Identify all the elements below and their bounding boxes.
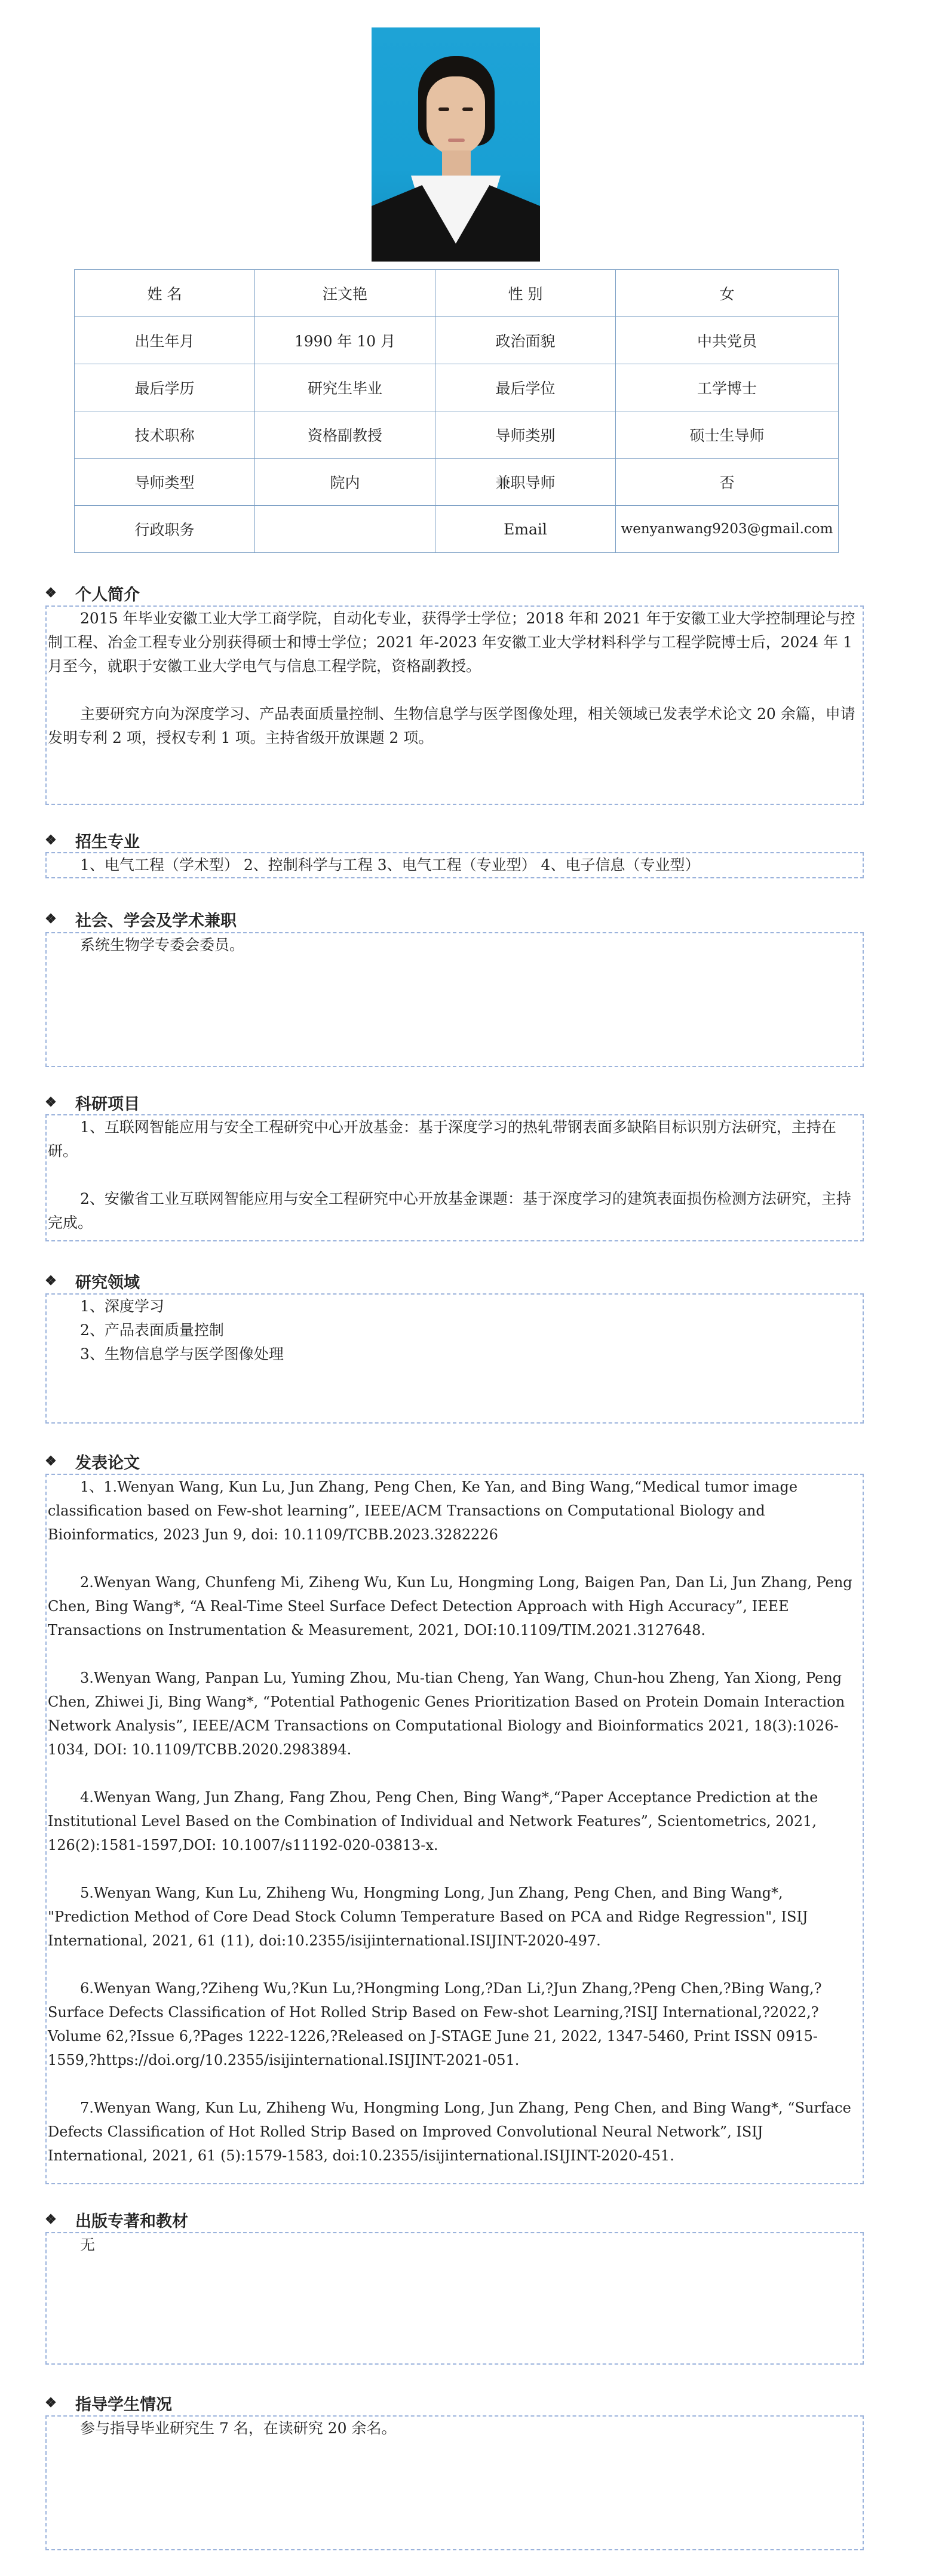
profile-label: 出生年月 xyxy=(75,317,255,364)
profile-label: 兼职导师 xyxy=(435,459,616,506)
profile-value: 女 xyxy=(616,270,839,317)
profile-value: 1990 年 10 月 xyxy=(255,317,435,364)
profile-label: 导师类别 xyxy=(435,411,616,459)
project-item: 1、互联网智能应用与安全工程研究中心开放基金：基于深度学习的热轧带钢表面多缺陷目标识别方法研究，主持在研。 xyxy=(48,1118,836,1160)
section-title: 指导学生情况 xyxy=(75,2395,172,2414)
paper-item: 1、1.Wenyan Wang, Kun Lu, Jun Zhang, Peng Chen, Ke Yan, and Bing Wang,“Medical tumor image classification based on Few-shot learning”, IEEE/ACM Transactions on Computational Biology and Bioinformatics, 2023 Jun 9, doi: 10.1109/TCBB.2023.3282226 xyxy=(48,1478,798,1543)
profile-label: 导师类型 xyxy=(75,459,255,506)
section-heading-books xyxy=(43,2209,188,2230)
profile-value: 硕士生导师 xyxy=(616,411,839,459)
section-heading-fields xyxy=(43,1271,140,1291)
profile-label: 性 别 xyxy=(435,270,616,317)
majors-text: 1、电气工程（学术型） 2、控制科学与工程 3、电气工程（专业型） 4、电子信息（专业型） xyxy=(80,856,700,874)
email-value[interactable]: wenyanwang9203@gmail.com xyxy=(616,506,839,553)
profile-value xyxy=(255,506,435,553)
section-heading-papers xyxy=(43,1451,140,1471)
diamond-bullet-icon: ❖ xyxy=(45,1273,57,1289)
field-item: 2、产品表面质量控制 xyxy=(80,1321,224,1339)
section-title: 研究领域 xyxy=(75,1273,140,1292)
profile-row xyxy=(75,317,839,364)
section-heading-projects xyxy=(43,1092,140,1112)
paper-item: 4.Wenyan Wang, Jun Zhang, Fang Zhou, Peng Chen, Bing Wang*,“Paper Acceptance Prediction at the Institutional Level Based on the Combination of Individual and Network Features”, Scientometrics, 2021, 126(2):1581‐1597,DOI: 10.1007/s11192-020-03813-x. xyxy=(48,1789,818,1853)
section-title: 个人简介 xyxy=(75,585,140,604)
section-intro xyxy=(45,605,864,805)
profile-row xyxy=(75,506,839,553)
profile-value: 工学博士 xyxy=(616,364,839,411)
profile-value: 研究生毕业 xyxy=(255,364,435,411)
section-projects xyxy=(45,1114,864,1241)
profile-label: 最后学历 xyxy=(75,364,255,411)
section-title: 招生专业 xyxy=(75,832,140,852)
profile-table xyxy=(74,269,839,553)
diamond-bullet-icon: ❖ xyxy=(45,2395,57,2411)
profile-value: 资格副教授 xyxy=(255,411,435,459)
profile-label: 技术职称 xyxy=(75,411,255,459)
section-heading-majors xyxy=(43,830,140,850)
profile-photo xyxy=(372,27,540,262)
paper-item: 6.Wenyan Wang,?Ziheng Wu,?Kun Lu,?Hongming Long,?Dan Li,?Jun Zhang,?Peng Chen,?Bing Wang,?Surface Defects Classification of Hot Rolled Strip Based on Few-shot Learning,?ISIJ International,?2022,?Volume 62,?Issue 6,?Pages 1222-1226,?Released on J-STAGE June 21, 2022, 1347-5460, Print ISSN 0915-1559,?https://doi.org/10.2355/isijinternational.ISIJINT-2021-051. xyxy=(48,1980,822,2068)
paper-item: 7.Wenyan Wang, Kun Lu, Zhiheng Wu, Hongming Long, Jun Zhang, Peng Chen, and Bing Wang*, “Surface Defects Classification of Hot Rolled Strip Based on Improved Convolutional Neural Network”, ISIJ International, 2021, 61 (5):1579‐1583, doi:10.2355/isijinternational.ISIJINT-2020-451. xyxy=(48,2099,851,2164)
profile-label: 行政职务 xyxy=(75,506,255,553)
section-title: 出版专著和教材 xyxy=(75,2212,188,2231)
profile-row xyxy=(75,364,839,411)
profile-value: 否 xyxy=(616,459,839,506)
diamond-bullet-icon: ❖ xyxy=(45,585,57,601)
profile-value: 院内 xyxy=(255,459,435,506)
profile-value: 中共党员 xyxy=(616,317,839,364)
profile-label: Email xyxy=(435,506,616,553)
profile-label: 姓 名 xyxy=(75,270,255,317)
intro-paragraph: 主要研究方向为深度学习、产品表面质量控制、生物信息学与医学图像处理，相关领域已发表学术论文 20 余篇，申请发明专利 2 项，授权专利 1 项。主持省级开放课题 2 项。 xyxy=(48,705,855,746)
societies-text: 系统生物学专委会委员。 xyxy=(80,936,245,954)
section-fields xyxy=(45,1293,864,1424)
field-item: 3、生物信息学与医学图像处理 xyxy=(80,1345,284,1363)
intro-paragraph: 2015 年毕业安徽工业大学工商学院，自动化专业，获得学士学位；2018 年和 2021 年于安徽工业大学控制理论与控制工程、冶金工程专业分别获得硕士和博士学位；2021 年-2023 年安徽工业大学材料科学与工程学院博士后，2024 年 1 月至今，就职于安徽工业大学电气与信息工程学院，资格副教授。 xyxy=(48,610,855,675)
profile-label: 政治面貌 xyxy=(435,317,616,364)
profile-label: 最后学位 xyxy=(435,364,616,411)
section-societies xyxy=(45,932,864,1067)
section-heading-societies xyxy=(43,909,237,929)
profile-row xyxy=(75,459,839,506)
field-item: 1、深度学习 xyxy=(80,1298,164,1315)
section-heading-students xyxy=(43,2393,172,2413)
section-books xyxy=(45,2232,864,2365)
diamond-bullet-icon: ❖ xyxy=(45,1453,57,1469)
diamond-bullet-icon: ❖ xyxy=(45,832,57,848)
section-title: 社会、学会及学术兼职 xyxy=(75,911,237,930)
section-majors xyxy=(45,852,864,878)
section-title: 科研项目 xyxy=(75,1095,140,1114)
section-heading-intro xyxy=(43,583,140,603)
paper-item: 5.Wenyan Wang, Kun Lu, Zhiheng Wu, Hongming Long, Jun Zhang, Peng Chen, and Bing Wang*, "Prediction Method of Core Dead Stock Column Temperature Based on PCA and Ridge Regression", ISIJ International, 2021, 61 (11), doi:10.2355/isijinternational.ISIJINT-2020-497. xyxy=(48,1885,808,1949)
profile-value: 汪文艳 xyxy=(255,270,435,317)
section-title: 发表论文 xyxy=(75,1453,140,1473)
section-students xyxy=(45,2415,864,2550)
diamond-bullet-icon: ❖ xyxy=(45,2212,57,2227)
students-text: 参与指导毕业研究生 7 名，在读研究 20 余名。 xyxy=(80,2420,397,2437)
diamond-bullet-icon: ❖ xyxy=(45,911,57,927)
paper-item: 3.Wenyan Wang, Panpan Lu, Yuming Zhou, Mu-tian Cheng, Yan Wang, Chun-hou Zheng, Yan Xiong, Peng Chen, Zhiwei Ji, Bing Wang*, “Potential Pathogenic Genes Prioritization Based on Protein Domain Interaction Network Analysis”, IEEE/ACM Transactions on Computational Biology and Bioinformatics 2021, 18(3):1026-1034, DOI: 10.1109/TCBB.2020.2983894. xyxy=(48,1670,845,1758)
diamond-bullet-icon: ❖ xyxy=(45,1095,57,1110)
books-text: 无 xyxy=(80,2236,96,2254)
profile-row xyxy=(75,411,839,459)
section-papers xyxy=(45,1474,864,2184)
paper-item: 2.Wenyan Wang, Chunfeng Mi, Ziheng Wu, Kun Lu, Hongming Long, Baigen Pan, Dan Li, Jun Zhang, Peng Chen, Bing Wang*, “A Real-Time Steel Surface Defect Detection Approach with High Accuracy”, IEEE Transactions on Instrumentation & Measurement, 2021, DOI:10.1109/TIM.2021.3127648. xyxy=(48,1574,852,1639)
profile-row xyxy=(75,270,839,317)
project-item: 2、安徽省工业互联网智能应用与安全工程研究中心开放基金课题：基于深度学习的建筑表面损伤检测方法研究，主持完成。 xyxy=(48,1190,851,1231)
